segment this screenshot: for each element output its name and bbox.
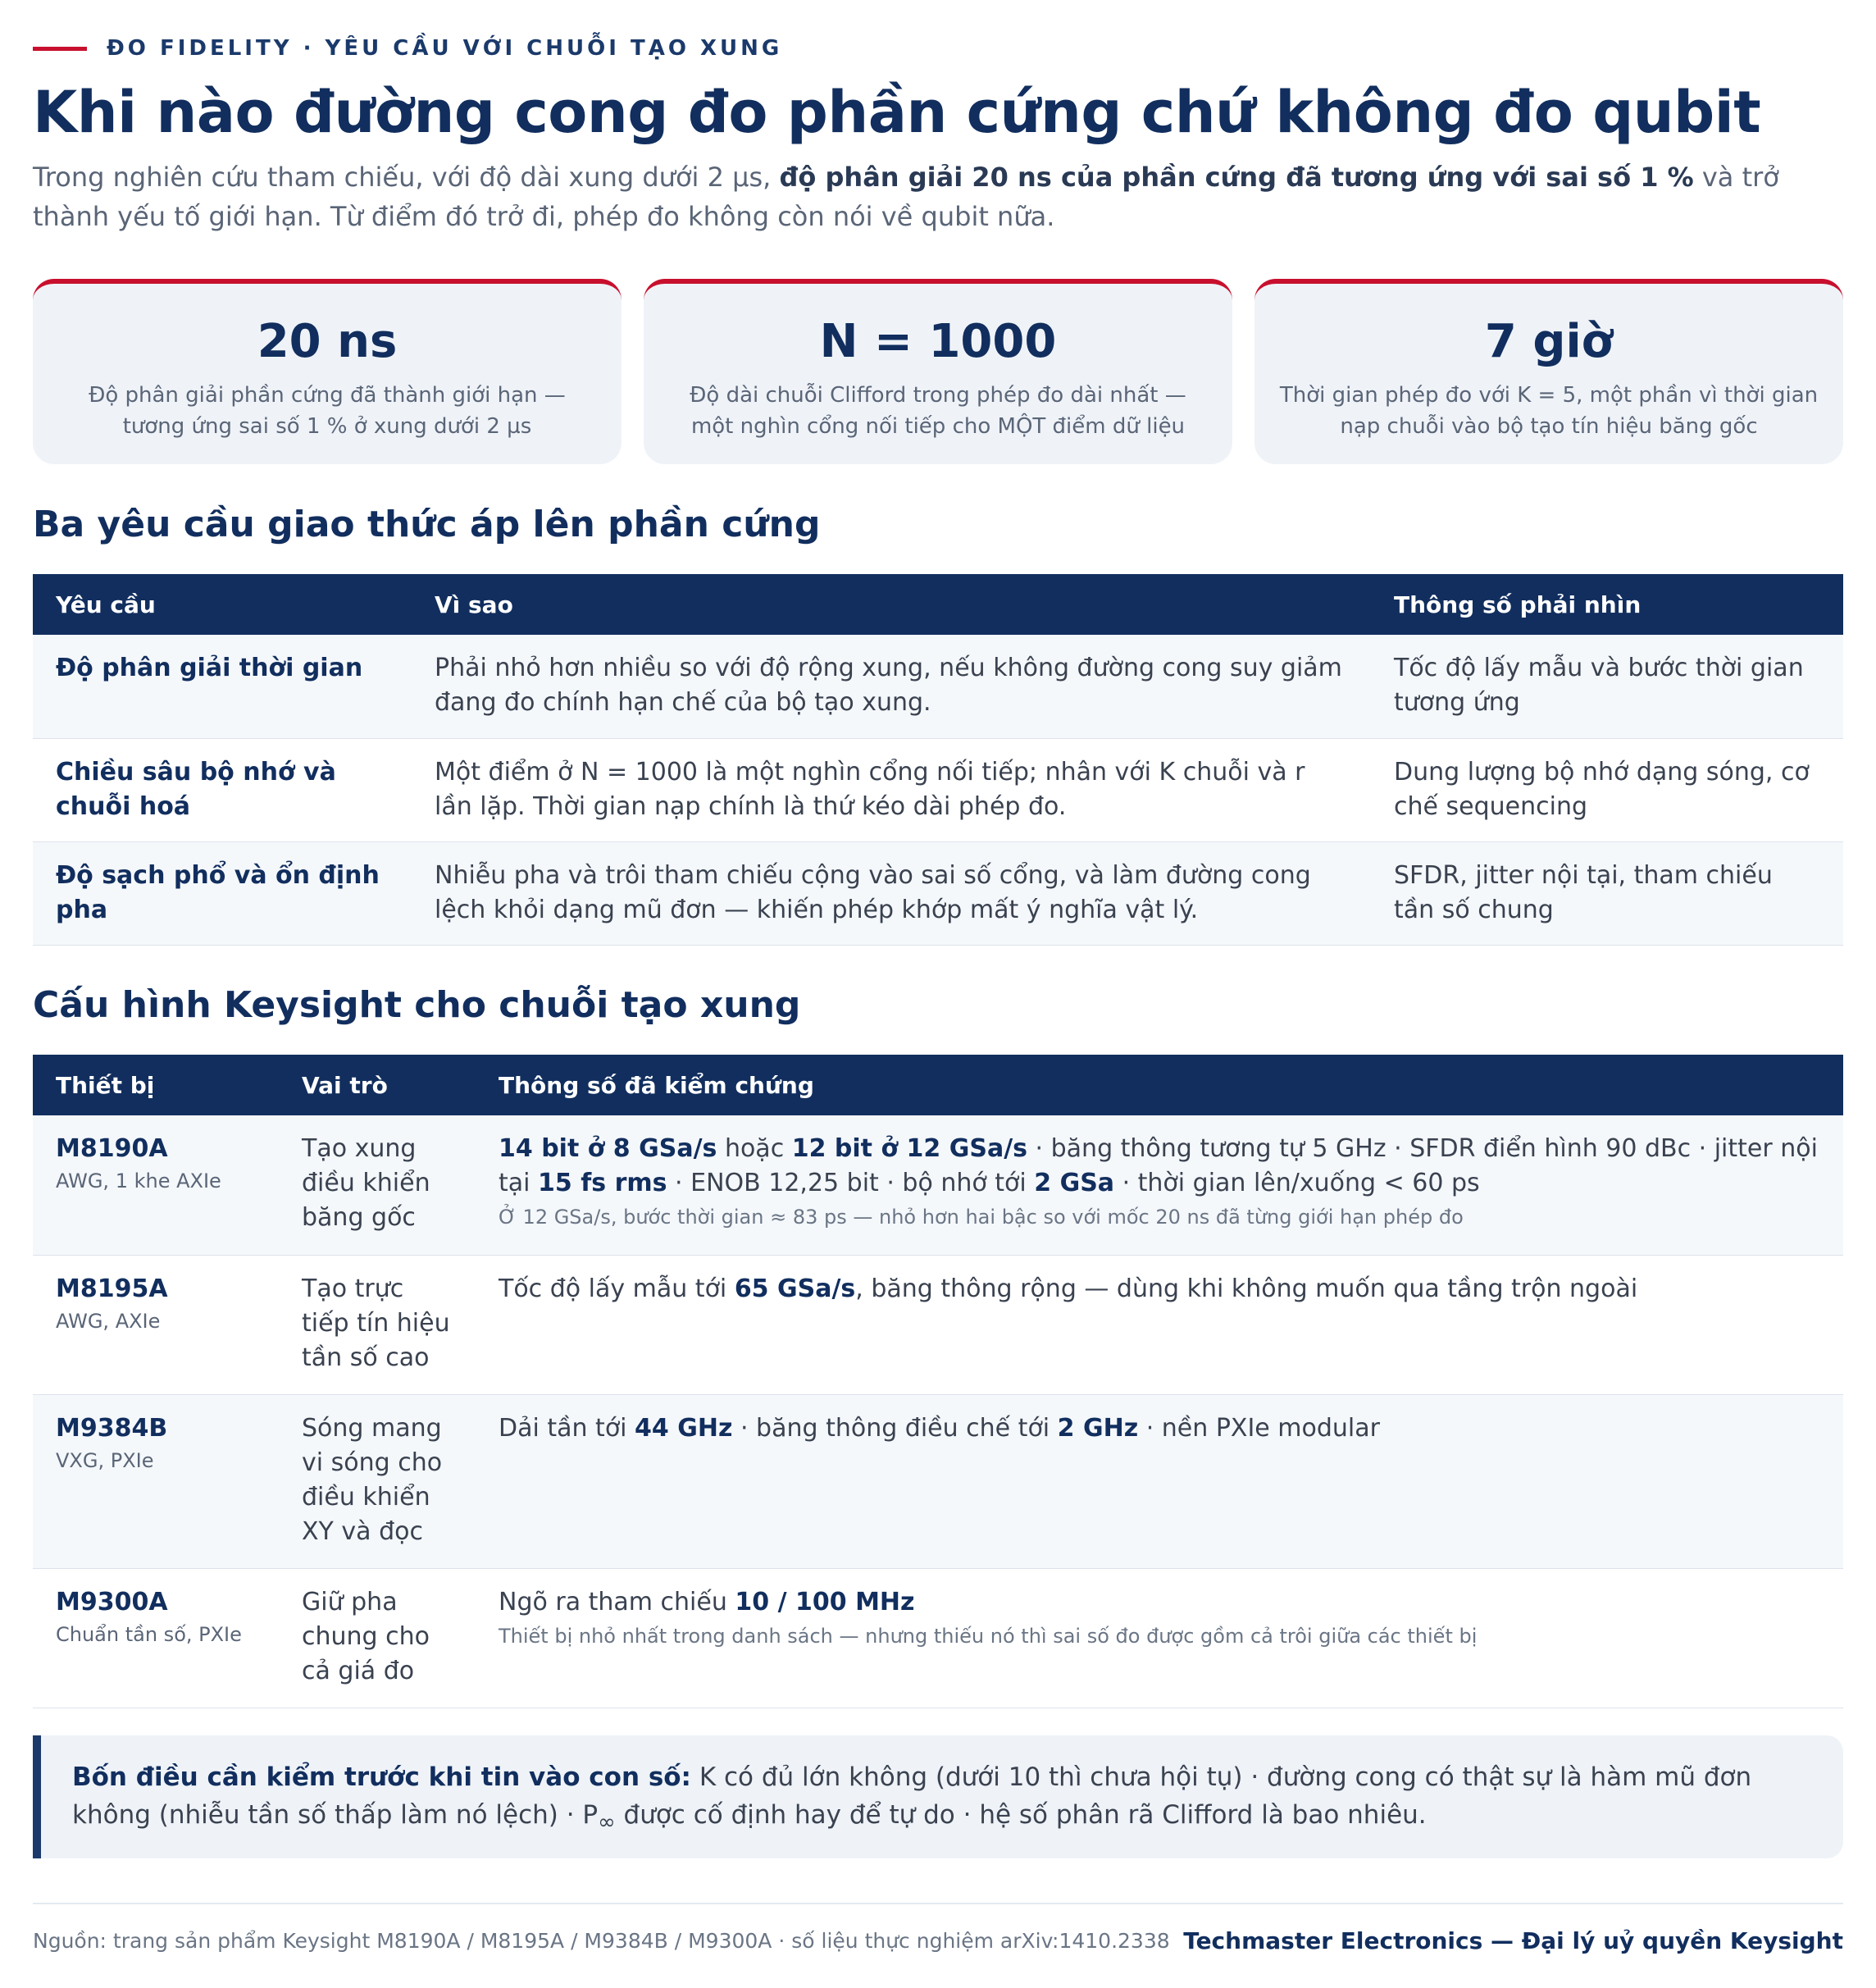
spec-highlight: 14 bit ở 8 GSa/s <box>499 1134 717 1163</box>
device-role: Sóng mang vi sóng cho điều khiển XY và đọc <box>279 1394 476 1568</box>
page-title: Khi nào đường cong đo phần cứng chứ không đo qubit <box>33 79 1761 146</box>
stat-card <box>33 279 622 464</box>
device-role: Giữ pha chung cho cả giá đo <box>279 1568 476 1708</box>
checklist-callout <box>33 1735 1843 1858</box>
table-row <box>33 738 1843 841</box>
device-name: M9384B <box>56 1413 168 1443</box>
eyebrow-accent-line <box>33 47 87 51</box>
stat-value: N = 1000 <box>819 315 1057 368</box>
stat-description: Thời gian phép đo với K = 5, một phần vì thời gian nạp chuỗi vào bộ tạo tín hiệu băng gốc <box>1279 383 1819 439</box>
device-subtitle: VXG, PXIe <box>56 1448 154 1472</box>
column-header: Vì sao <box>435 590 513 618</box>
device-spec-cell <box>476 1255 1843 1394</box>
stat-card <box>1254 279 1843 464</box>
footer-source: Nguồn: trang sản phẩm Keysight M8190A / M8195A / M9384B / M9300A · số liệu thực nghiệm arXiv:1410.2338 <box>33 1929 1170 1953</box>
eyebrow <box>33 36 782 61</box>
column-header: Vai trò <box>302 1071 388 1099</box>
device-spec <box>499 1132 1820 1201</box>
table-header-row <box>33 1055 1843 1115</box>
spec-note: Thiết bị nhỏ nhất trong danh sách — nhưng thiếu nó thì sai số đo được gồm cả trôi giữa các thiết bị <box>499 1624 1478 1648</box>
lead-text-1: Trong nghiên cứu tham chiếu, với độ dài xung dưới 2 µs, <box>33 162 780 193</box>
table-row <box>33 1115 1843 1255</box>
stats-row <box>33 279 1843 464</box>
device-cell <box>33 1255 279 1394</box>
stat-value: 20 ns <box>257 315 398 368</box>
spec-highlight: 15 fs rms <box>538 1169 667 1197</box>
device-cell <box>33 1394 279 1568</box>
spec-highlight: 12 bit ở 12 GSa/s <box>791 1134 1028 1163</box>
eyebrow-text: ĐO FIDELITY · YÊU CẦU VỚI CHUỖI TẠO XUNG <box>107 36 783 61</box>
device-name: M8190A <box>56 1134 168 1163</box>
requirements-table <box>33 574 1843 946</box>
callout-subscript: ∞ <box>598 1810 616 1835</box>
device-name: M9300A <box>56 1587 168 1616</box>
device-subtitle: AWG, 1 khe AXIe <box>56 1170 221 1192</box>
device-spec <box>499 1411 1820 1446</box>
spec-text: · nền PXIe modular <box>1138 1413 1380 1443</box>
spec-text: · băng thông điều chế tới <box>732 1413 1058 1443</box>
stat-value: 7 giờ <box>1484 315 1614 368</box>
configuration-table <box>33 1055 1843 1708</box>
spec-highlight: 65 GSa/s <box>734 1274 856 1303</box>
requirement-spec: Tốc độ lấy mẫu và bước thời gian tương ứng <box>1371 635 1843 738</box>
lead-paragraph <box>33 157 1843 236</box>
spec-highlight: 2 GHz <box>1057 1413 1139 1443</box>
callout-text-2: được cố định hay để tự do · hệ số phân rã Clifford là bao nhiêu. <box>615 1800 1427 1830</box>
device-subtitle: AWG, AXIe <box>56 1309 161 1333</box>
device-cell <box>33 1568 279 1708</box>
footer-brand: Techmaster Electronics — Đại lý uỷ quyền Keysight <box>1183 1927 1843 1954</box>
requirement-name: Chiều sâu bộ nhớ và chuỗi hoá <box>33 738 412 841</box>
requirement-reason: Một điểm ở N = 1000 là một nghìn cổng nối tiếp; nhân với K chuỗi và r lần lặp. Thời gian nạp chính là thứ kéo dài phép đo. <box>412 738 1371 841</box>
device-spec <box>499 1585 1820 1620</box>
column-header: Yêu cầu <box>56 590 156 618</box>
device-spec-cell <box>476 1115 1843 1255</box>
section-title-requirements: Ba yêu cầu giao thức áp lên phần cứng <box>33 504 821 545</box>
device-role: Tạo xung điều khiển băng gốc <box>279 1115 476 1255</box>
device-name: M8195A <box>56 1274 168 1303</box>
spec-highlight: 10 / 100 MHz <box>735 1587 915 1616</box>
table-row <box>33 635 1843 738</box>
callout-title: Bốn điều cần kiểm trước khi tin vào con số: <box>72 1762 691 1792</box>
device-subtitle: Chuẩn tần số, PXIe <box>56 1622 242 1646</box>
requirement-name: Độ phân giải thời gian <box>33 635 412 738</box>
spec-text: Dải tần tới <box>499 1413 635 1443</box>
section-title-configuration: Cấu hình Keysight cho chuỗi tạo xung <box>33 984 801 1026</box>
spec-highlight: 44 GHz <box>635 1413 733 1443</box>
requirement-spec: Dung lượng bộ nhớ dạng sóng, cơ chế sequencing <box>1371 738 1843 841</box>
device-role: Tạo trực tiếp tín hiệu tần số cao <box>279 1255 476 1394</box>
table-row <box>33 1568 1843 1708</box>
table-row <box>33 1255 1843 1394</box>
device-spec <box>499 1272 1820 1306</box>
stat-card <box>644 279 1232 464</box>
spec-note: Ở 12 GSa/s, bước thời gian ≈ 83 ps — nhỏ hơn hai bậc so với mốc 20 ns đã từng giới hạn phép đo <box>499 1206 1464 1229</box>
spec-text: hoặc <box>717 1134 792 1163</box>
column-header: Thông số đã kiểm chứng <box>499 1071 814 1099</box>
requirement-name: Độ sạch phổ và ổn định pha <box>33 841 412 945</box>
column-header: Thiết bị <box>56 1071 155 1099</box>
spec-text: , băng thông rộng — dùng khi không muốn qua tầng trộn ngoài <box>855 1274 1638 1303</box>
spec-text: · ENOB 12,25 bit · bộ nhớ tới <box>667 1169 1035 1197</box>
column-header: Thông số phải nhìn <box>1394 590 1642 618</box>
footer-divider <box>33 1903 1843 1904</box>
stat-description: Độ phân giải phần cứng đã thành giới hạn — tương ứng sai số 1 % ở xung dưới 2 µs <box>89 383 566 439</box>
spec-text: · thời gian lên/xuống < 60 ps <box>1114 1169 1480 1197</box>
requirement-reason: Nhiễu pha và trôi tham chiếu cộng vào sai số cổng, và làm đường cong lệch khỏi dạng mũ đơn — khiến phép khớp mất ý nghĩa vật lý. <box>412 841 1371 945</box>
stat-description: Độ dài chuỗi Clifford trong phép đo dài nhất — một nghìn cổng nối tiếp cho MỘT điểm dữ liệu <box>690 383 1186 439</box>
spec-text: Tốc độ lấy mẫu tới <box>499 1274 735 1303</box>
table-header-row <box>33 574 1843 635</box>
spec-highlight: 2 GSa <box>1034 1169 1115 1197</box>
requirement-spec: SFDR, jitter nội tại, tham chiếu tần số chung <box>1371 841 1843 945</box>
table-row <box>33 841 1843 945</box>
lead-text-bold: độ phân giải 20 ns của phần cứng đã tương ứng với sai số 1 % <box>779 162 1694 193</box>
table-row <box>33 1394 1843 1568</box>
requirement-reason: Phải nhỏ hơn nhiều so với độ rộng xung, nếu không đường cong suy giảm đang đo chính hạn chế của bộ tạo xung. <box>412 635 1371 738</box>
callout-text-1: K có đủ lớn không (dưới 10 thì chưa hội tụ) · đường cong có thật sự là hàm mũ đơn không (nhiễu tần số thấp làm nó lệch) · P <box>72 1762 1752 1830</box>
spec-text: Ngõ ra tham chiếu <box>499 1587 735 1616</box>
lead-text-2: và trở thành yếu tố giới hạn. Từ điểm đó trở đi, phép đo không còn nói về qubit nữa. <box>33 162 1779 232</box>
spec-text: · băng thông tương tự 5 GHz · SFDR điển hình 90 dBc · jitter nội tại <box>499 1134 1818 1197</box>
device-cell <box>33 1115 279 1255</box>
device-spec-cell <box>476 1394 1843 1568</box>
device-spec-cell <box>476 1568 1843 1708</box>
